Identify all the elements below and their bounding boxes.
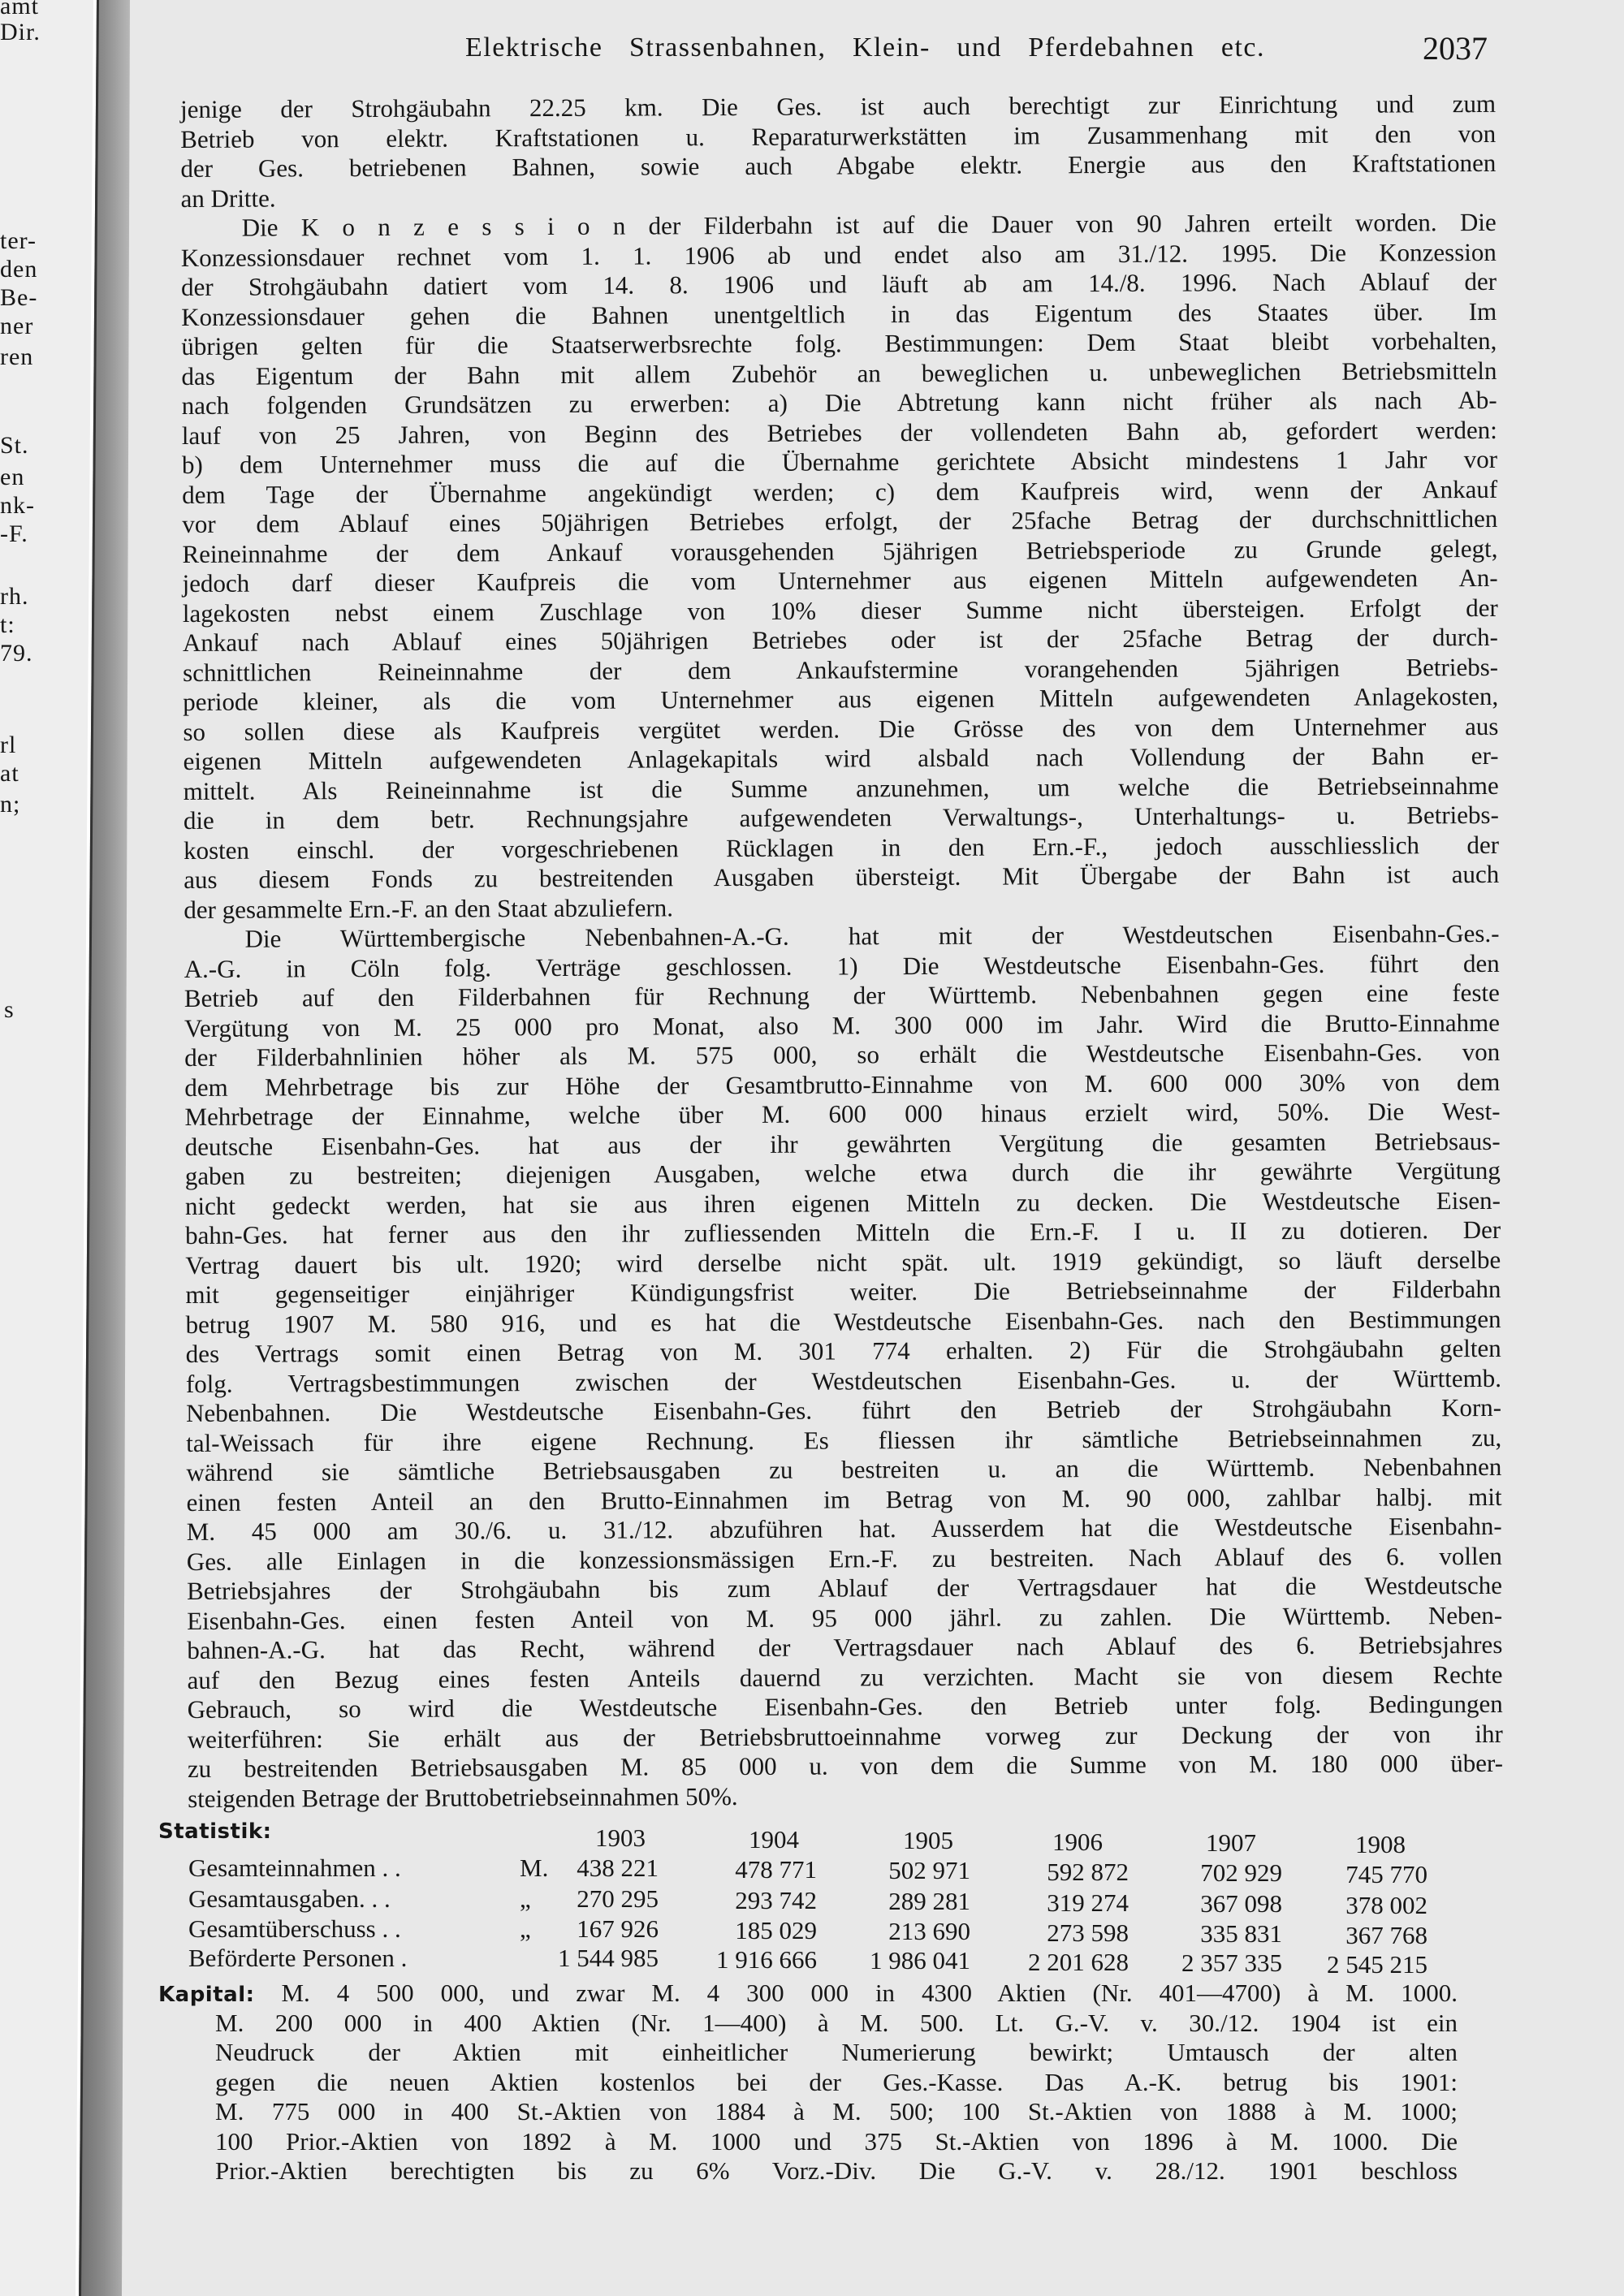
text-line: Ankauf nach Ablauf eines 50jährigen Betriebes oder ist der 25fache Betrag der durch- [182,622,1499,657]
text-line: dem Tage der Übernahme angekündigt werden; c) dem Kaufpreis wird, wenn der Ankauf [182,474,1498,509]
text-line: M. 45 000 am 30./6. u. 31./12. abzuführen hat. Ausserdem hat die Westdeutsche Eisenbahn- [186,1511,1502,1546]
text-line: deutsche Eisenbahn-Ges. hat aus der ihr gewährten Vergütung die gesamten Betriebsaus- [184,1126,1501,1161]
table-cell: 478 771 [735,1854,817,1884]
table-cell: 2 545 215 [1327,1950,1427,1979]
text-line: Die K o n z e s s i o n der Filderbahn ist auf die Dauer von 90 Jahren erteilt worden. Die [241,207,1497,242]
text-line: das Eigentum der Bahn mit allem Zubehör an beweglichen u. unbeweglichen Betriebsmitteln [181,356,1497,391]
header-title: Elektrische Strassenbahnen, Klein- und Pferdebahnen etc. [465,32,1265,63]
text-line: Konzessionsdauer rechnet vom 1. 1. 1906 ab und endet also am 31./12. 1995. Die Konzession [180,237,1497,272]
margin-fragment: nk- [0,492,35,519]
table-cell: 502 971 [888,1856,970,1885]
table-cell: 2 357 335 [1181,1949,1282,1978]
text-line: Vertrag dauert bis ult. 1920; wird derselbe nicht spät. ult. 1919 gekündigt, so läuft derselbe [185,1245,1501,1280]
kapital-line: M. 200 000 in 400 Aktien (Nr. 1—400) à M. 500. Lt. G.-V. v. 30./12. 1904 ist ein [215,2008,1458,2037]
table-cell: 438 221 [577,1854,659,1882]
kapital-line: gegen die neuen Aktien kostenlos bei der Ges.-Kasse. Das A.-K. betrug bis 1901: [215,2067,1458,2096]
table-cell: 167 926 [577,1914,659,1943]
row-unit: M. [520,1854,549,1882]
margin-fragment: rl [0,732,17,758]
year-header: 1903 [595,1823,646,1852]
table-cell: 273 598 [1047,1918,1129,1947]
paragraph [181,208,1500,925]
text-line: gaben zu bestreiten; diejenigen Ausgaben, welche etwa durch die ihr gewährte Vergütung [184,1155,1501,1190]
text-line: jenige der Strohgäubahn 22.25 km. Die Ges. ist auch berechtigt zur Einrichtung und zum [180,88,1497,123]
row-unit: „ [520,1914,531,1943]
text-line: vor dem Ablauf eines 50jährigen Betriebes erfolgt, der 25fache Betrag der durchschnittlichen [182,503,1498,538]
year-header: 1905 [903,1826,953,1855]
text-line: Mehrbetrage der Einnahme, welche über M. 600 000 hinaus erzielt wird, 50%. Die West- [184,1096,1501,1131]
table-cell: 378 002 [1345,1891,1427,1919]
margin-fragment: s [4,996,15,1023]
table-cell: 702 929 [1200,1858,1282,1888]
text-line: folg. Vertragsbestimmungen zwischen der Westdeutschen Eisenbahn-Ges. u. der Württemb. [185,1363,1501,1398]
kapital-text: M. 4 500 000, und zwar M. 4 300 000 in 4300 Aktien (Nr. 401—4700) à M. 1000. [281,1979,1458,2007]
table-cell: 367 098 [1200,1889,1282,1918]
text-line: die in dem betr. Rechnungsjahre aufgewendeten Verwaltungs-, Unterhaltungs- u. Betriebs- [183,800,1499,835]
kapital-line: 100 Prior.-Aktien von 1892 à M. 1000 und 375 St.-Aktien von 1896 à M. 1000. Die [215,2126,1458,2156]
text-line: Gebrauch, so wird die Westdeutsche Eisenbahn-Ges. den Betrieb unter folg. Bedingungen [187,1689,1503,1724]
table-cell: 367 768 [1345,1921,1427,1949]
table-cell: 1 544 985 [558,1944,659,1972]
year-header: 1908 [1355,1830,1406,1858]
table-cell: 1 986 041 [870,1946,970,1975]
text-line: Die Württembergische Nebenbahnen-A.-G. hat mit der Westdeutschen Eisenbahn-Ges.- [244,918,1500,953]
table-cell: 745 770 [1345,1860,1427,1888]
margin-fragment: Dir. [0,19,41,45]
text-line: Reineinnahme der dem Ankauf vorausgehenden 5jährigen Betriebsperiode zu Grunde gelegt, [182,533,1498,568]
kapital-line: Prior.-Aktien berechtigten bis zu 6% Vorz.-Div. Die G.-V. v. 28./12. 1901 beschloss [215,2156,1458,2185]
text-line: an Dritte. [180,183,276,213]
table-cell: 213 690 [888,1917,970,1946]
text-line: weiterführen: Sie erhält aus der Betriebsbruttoeinnahme vorweg zur Deckung der von ihr [187,1719,1503,1754]
year-header: 1906 [1052,1827,1103,1856]
text-line: der Strohgäubahn datiert vom 14. 8. 1906 und läuft ab am 14./8. 1996. Nach Ablauf der [180,266,1497,301]
kapital-line: M. 775 000 in 400 St.-Aktien von 1884 à M. 500; 100 St.-Aktien von 1888 à M. 1000; [215,2097,1458,2126]
text-line: Nebenbahnen. Die Westdeutsche Eisenbahn-Ges. führt den Betrieb der Strohgäubahn Korn- [186,1392,1502,1427]
row-label: Beförderte Personen . [188,1944,408,1972]
row-label: Gesamtüberschuss . . [188,1914,401,1943]
row-unit: „ [520,1884,531,1913]
margin-fragment: -F. [0,520,28,547]
text-line: steigenden Betrage der Bruttobetriebseinnahmen 50%. [188,1781,738,1813]
text-line: lagekosten nebst einem Zuschlage von 10% dieser Summe nicht übersteigen. Erfolgt der [182,593,1498,628]
text-line: dem Mehrbetrage bis zur Höhe der Gesamtbrutto-Einnahme von M. 600 000 30% von dem [184,1067,1501,1102]
margin-fragment: at [0,760,19,787]
margin-fragment: 79. [0,640,33,667]
text-line: nach folgenden Grundsätzen zu erwerben: a) Die Abtretung kann nicht früher als nach Ab- [181,385,1497,420]
text-line: der Ges. betriebenen Bahnen, sowie auch Abgabe elektr. Energie aus den Kraftstationen [180,148,1497,183]
text-line: auf den Bezug eines festen Anteils dauernd zu verzichten. Macht sie von diesem Rechte [187,1659,1503,1694]
margin-fragment: den [0,256,38,283]
margin-fragment: St. [0,432,29,459]
text-line: betrug 1907 M. 580 916, und es hat die Westdeutsche Eisenbahn-Ges. nach den Bestimmungen [185,1304,1501,1339]
text-line: bahn-Ges. hat ferner aus den ihr zufliessenden Mitteln die Ern.-F. I u. II zu dotieren. Der [185,1215,1501,1249]
margin-fragment: n; [0,791,21,818]
margin-fragment: ner [0,313,34,339]
kapital-line: Neudruck der Aktien mit einheitlicher Numerierung bewirkt; Umtausch der alten [215,2038,1458,2066]
text-line: Konzessionsdauer gehen die Bahnen unentgeltlich in das Eigentum des Staates über. Im [181,296,1497,331]
text-line: übrigen gelten für die Staatserwerbsrechte folg. Bestimmungen: Dem Staat bleibt vorbehalten, [181,326,1497,360]
text-line: so sollen diese als Kaufpreis vergütet werden. Die Grösse des von dem Unternehmer aus [183,711,1499,746]
text-line: periode kleiner, als die vom Unternehmer aus eigenen Mitteln aufgewendeten Anlagekosten, [183,681,1499,716]
margin-fragment: t: [0,611,15,638]
table-cell: 293 742 [735,1885,817,1914]
text-line: Betrieb von elektr. Kraftstationen u. Reparaturwerkstätten im Zusammenhang mit den von [180,119,1497,153]
text-line: tal-Weissach für ihre eigene Rechnung. Es fliessen ihr sämtliche Betriebseinnahmen zu, [186,1422,1502,1457]
table-cell: 319 274 [1047,1888,1129,1917]
kapital-first-line [158,1979,1458,2009]
page-number: 2037 [1423,30,1488,67]
text-line: Eisenbahn-Ges. einen festen Anteil von M. 95 000 jährl. zu zahlen. Die Württemb. Neben- [187,1600,1503,1635]
text-line: mittelt. Als Reineinnahme ist die Summe anzunehmen, um welche die Betriebseinnahme [183,770,1499,805]
text-line: Betrieb auf den Filderbahnen für Rechnung der Württemb. Nebenbahnen gegen eine feste [184,978,1500,1012]
text-line: eigenen Mitteln aufgewendeten Anlagekapitals wird alsbald nach Vollendung der Bahn er- [183,740,1499,775]
text-line: zu bestreitenden Betriebsausgaben M. 85 000 u. von dem die Summe von M. 180 000 über- [187,1748,1504,1783]
paragraph [184,919,1503,1814]
kapital-section [158,1979,1458,2186]
year-header: 1907 [1206,1828,1256,1858]
text-line: Betriebsjahres der Strohgäubahn bis zum Ablauf der Vertragsdauer hat die Westdeutsche [186,1570,1503,1605]
table-cell: 185 029 [735,1915,817,1944]
text-line: kosten einschl. der vorgeschriebenen Rücklagen in den Ern.-F., jedoch ausschliesslich der [183,830,1500,865]
table-cell: 270 295 [577,1884,659,1913]
text-line: A.-G. in Cöln folg. Verträge geschlossen. 1) Die Westdeutsche Eisenbahn-Ges. führt den [184,948,1500,983]
margin-fragment: en [0,464,25,490]
kapital-heading: Kapital: [158,1983,255,2007]
body-text [180,89,1503,1814]
text-line: nicht gedeckt werden, hat sie aus ihren eigenen Mitteln zu decken. Die Westdeutsche Eisen- [184,1185,1501,1220]
margin-fragment: ter- [0,227,37,254]
row-label: Gesamtausgaben. . . [188,1884,391,1913]
text-line: der gesammelte Ern.-F. an den Staat abzuliefern. [184,892,674,924]
text-line: der Filderbahnlinien höher als M. 575 000, so erhält die Westdeutsche Eisenbahn-Ges. von [184,1037,1501,1072]
row-label: Gesamteinnahmen . . [188,1854,401,1882]
table-cell: 592 872 [1047,1857,1129,1886]
text-line: schnittlichen Reineinnahme der dem Ankaufstermine vorangehenden 5jährigen Betriebs- [183,652,1499,687]
margin-fragment: rh. [0,583,29,610]
text-line: des Vertrags somit einen Betrag von M. 301 774 erhalten. 2) Für die Strohgäubahn gelten [185,1333,1501,1368]
text-line: b) dem Unternehmer muss die auf die Übernahme gerichtete Absicht mindestens 1 Jahr vor [181,444,1498,479]
table-cell: 1 916 666 [716,1944,817,1974]
text-line: während sie sämtliche Betriebsausgaben zu bestreiten u. an die Württemb. Nebenbahnen [186,1452,1502,1487]
margin-fragment: amt [0,0,39,19]
table-cell: 289 281 [888,1887,970,1916]
running-header [0,32,1624,73]
text-line: mit gegenseitiger einjähriger Kündigungsfrist weiter. Die Betriebseinnahme der Filderbahn [185,1274,1501,1309]
table-cell: 2 201 628 [1028,1947,1129,1976]
paragraph [180,89,1497,214]
text-line: einen festen Anteil an den Brutto-Einnahmen im Betrag von M. 90 000, zahlbar halbj. mit [186,1482,1502,1517]
text-line: jedoch darf dieser Kaufpreis die vom Unternehmer aus eigenen Mitteln aufgewendeten An- [182,563,1498,598]
year-header: 1904 [749,1824,799,1854]
margin-fragment: ren [0,343,34,370]
text-line: aus diesem Fonds zu bestreitenden Ausgaben übersteigt. Mit Übergabe der Bahn ist auch [184,859,1500,894]
margin-fragment: Be- [0,284,38,311]
text-line: Vergütung von M. 25 000 pro Monat, also M. 300 000 im Jahr. Wird die Brutto-Einnahme [184,1008,1501,1042]
statistik-heading: Statistik: [158,1819,272,1844]
table-cell: 335 831 [1200,1919,1282,1949]
text-line: bahnen-A.-G. hat das Recht, während der Vertragsdauer nach Ablauf des 6. Betriebsjahres [187,1629,1503,1664]
text-line: Ges. alle Einlagen in die konzessionsmässigen Ern.-F. zu bestreiten. Nach Ablauf des 6. vollen [186,1541,1502,1576]
text-line: lauf von 25 Jahren, von Beginn des Betriebes der vollendeten Bahn ab, gefordert werden: [181,415,1497,450]
